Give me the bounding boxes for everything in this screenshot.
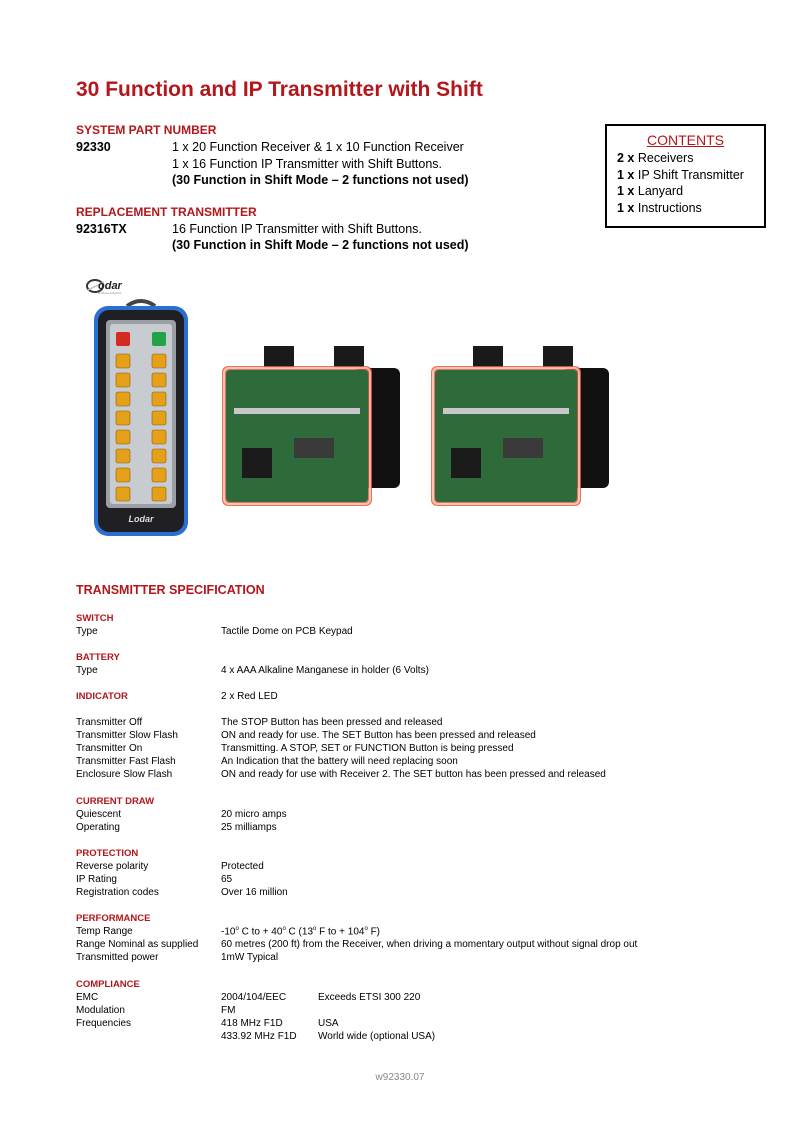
indicator-row-value: An Indication that the battery will need replacing soon xyxy=(221,756,458,767)
contents-item: 1 x Lanyard xyxy=(617,184,684,198)
system-part-heading: SYSTEM PART NUMBER xyxy=(76,123,217,137)
compliance-row-value: 418 MHz F1D xyxy=(221,1018,283,1029)
indicator-value: 2 x Red LED xyxy=(221,691,278,702)
contents-item: 1 x Instructions xyxy=(617,200,702,215)
replacement-code: 92316TX xyxy=(76,222,127,236)
svg-text:Lodar: Lodar xyxy=(128,514,154,524)
switch-type-value: Tactile Dome on PCB Keypad xyxy=(221,626,353,637)
performance-row-value: 1mW Typical xyxy=(221,952,279,963)
compliance-row-label: Frequencies xyxy=(76,1018,132,1029)
indicator-row-value: ON and ready for use. The SET Button has been pressed and released xyxy=(221,730,536,741)
indicator-row-value: ON and ready for use with Receiver 2. The SET button has been pressed and released xyxy=(221,769,606,780)
replacement-row-2 xyxy=(76,238,469,252)
indicator-row-label: Transmitter Fast Flash xyxy=(76,756,176,767)
performance-row-label: Transmitted power xyxy=(76,952,159,963)
battery-heading: BATTERY xyxy=(76,652,120,663)
replacement-heading: REPLACEMENT TRANSMITTER xyxy=(76,205,257,219)
spec-title: TRANSMITTER SPECIFICATION xyxy=(76,583,265,597)
system-part-row-2 xyxy=(76,157,442,171)
system-part-line-2: 1 x 16 Function IP Transmitter with Shift Buttons. xyxy=(172,157,443,171)
compliance-row-note: Exceeds ETSI 300 220 xyxy=(318,992,421,1003)
system-part-row-3 xyxy=(76,173,469,187)
compliance-row-note: World wide (optional USA) xyxy=(318,1031,436,1042)
contents-item: 1 x IP Shift Transmitter xyxy=(617,167,744,182)
replacement-bold-line: (30 Function in Shift Mode – 2 functions not used) xyxy=(172,238,469,252)
contents-item: 2 x Receivers xyxy=(617,151,694,165)
performance-heading: PERFORMANCE xyxy=(76,913,151,924)
transmitter-image xyxy=(92,298,190,538)
protection-heading: PROTECTION xyxy=(76,848,139,859)
current-row-label: Quiescent xyxy=(76,809,122,820)
protection-row-value: 65 xyxy=(221,874,233,885)
indicator-row-value: Transmitting. A STOP, SET or FUNCTION Button is being pressed xyxy=(221,743,514,754)
protection-row-value: Over 16 million xyxy=(221,887,288,898)
indicator-row-value: The STOP Button has been pressed and released xyxy=(221,717,443,728)
lodar-logo xyxy=(84,275,148,295)
temp-range-label: Temp Range xyxy=(76,926,133,937)
contents-heading: CONTENTS xyxy=(647,132,724,148)
system-part-code: 92330 xyxy=(76,140,111,154)
replacement-row-1 xyxy=(76,222,422,236)
compliance-heading: COMPLIANCE xyxy=(76,979,140,990)
system-part-row-1 xyxy=(76,140,464,154)
battery-type-value: 4 x AAA Alkaline Manganese in holder (6 Volts) xyxy=(221,665,429,676)
compliance-row-note: USA xyxy=(318,1018,339,1029)
indicator-row-label: Enclosure Slow Flash xyxy=(76,769,173,780)
current-row-value: 20 micro amps xyxy=(221,809,287,820)
system-part-bold-line: (30 Function in Shift Mode – 2 functions not used) xyxy=(172,173,469,187)
svg-text:odar: odar xyxy=(98,280,122,292)
switch-type-label: Type xyxy=(76,626,98,637)
compliance-row-label: EMC xyxy=(76,992,99,1003)
receiver-image-2 xyxy=(423,338,613,528)
current-draw-heading: CURRENT DRAW xyxy=(76,796,155,807)
contents-box xyxy=(605,124,766,228)
indicator-row-label: Transmitter Slow Flash xyxy=(76,730,178,741)
document-code: w92330.07 xyxy=(375,1072,425,1083)
protection-row-label: Reverse polarity xyxy=(76,861,149,872)
indicator-row-label: Transmitter On xyxy=(76,743,143,754)
battery-type-label: Type xyxy=(76,665,98,676)
protection-row-label: IP Rating xyxy=(76,874,117,885)
performance-row-value: 60 metres (200 ft) from the Receiver, when driving a momentary output without signal drop out xyxy=(221,939,638,950)
indicator-heading: INDICATOR xyxy=(76,691,128,702)
receiver-image-1 xyxy=(214,338,404,528)
system-part-line-1: 1 x 20 Function Receiver & 1 x 10 Function Receiver xyxy=(172,140,464,154)
current-row-label: Operating xyxy=(76,822,120,833)
indicator-row-label: Transmitter Off xyxy=(76,717,143,728)
svg-text:wireless solutions: wireless solutions xyxy=(98,291,122,295)
switch-heading: SWITCH xyxy=(76,613,114,624)
protection-row-label: Registration codes xyxy=(76,887,159,898)
page-title: 30 Function and IP Transmitter with Shift xyxy=(76,78,483,101)
replacement-line: 16 Function IP Transmitter with Shift Buttons. xyxy=(172,222,422,236)
performance-row-label: Range Nominal as supplied xyxy=(76,939,199,950)
compliance-row-value: FM xyxy=(221,1005,236,1016)
compliance-row-label: Modulation xyxy=(76,1005,125,1016)
compliance-row-value: 2004/104/EEC xyxy=(221,992,287,1003)
compliance-row-value: 433.92 MHz F1D xyxy=(221,1031,297,1042)
current-row-value: 25 milliamps xyxy=(221,822,277,833)
protection-row-value: Protected xyxy=(221,861,264,872)
temp-range-value: -10$^o$ C to + $40^o$ C (13$^o$ F to + $104^o$ F) xyxy=(221,926,381,938)
